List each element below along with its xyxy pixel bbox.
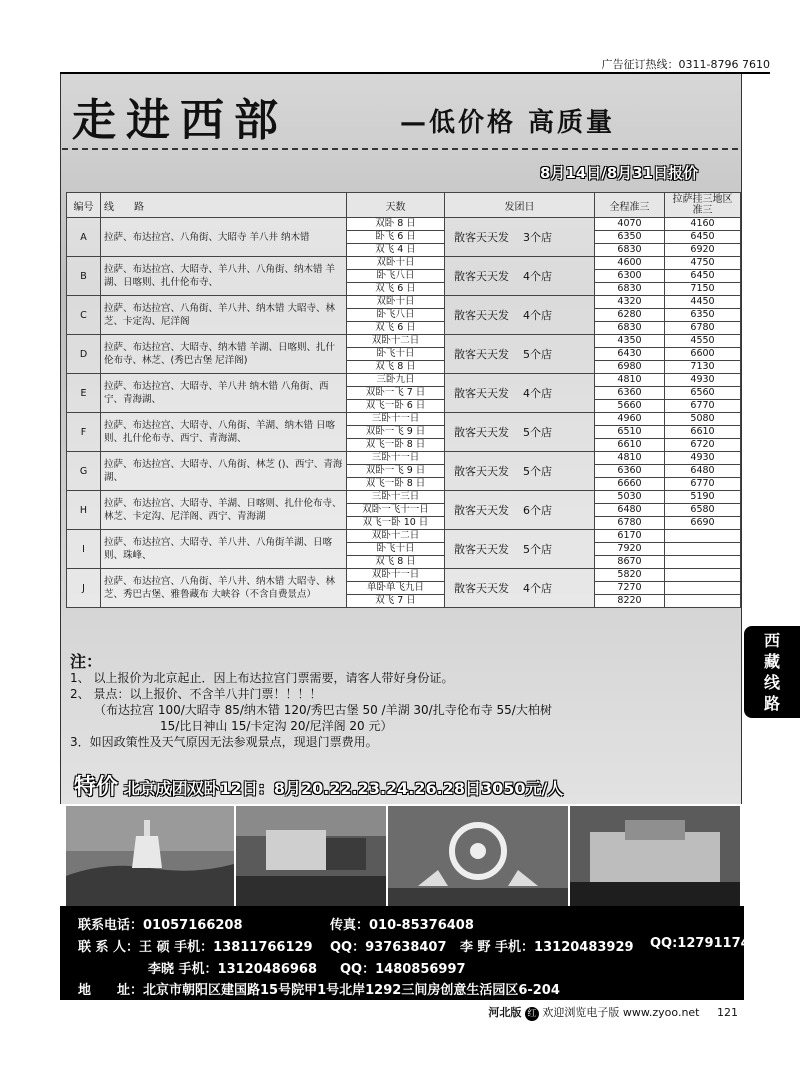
price-lhasa	[665, 556, 741, 569]
contact-address: 地 址：北京市朝阳区建国路15号院甲1号北岸1292三间房创意生活园区6-204	[78, 983, 560, 998]
price-lhasa: 5080	[665, 413, 741, 426]
departure-info	[445, 296, 595, 335]
price-lhasa: 6580	[665, 504, 741, 517]
page-title: 走进西部	[72, 95, 288, 146]
trip-days: 单卧单飞九日	[347, 582, 445, 595]
price-full: 8220	[595, 595, 665, 608]
price-full: 6660	[595, 478, 665, 491]
departure-schedule: 散客天天发	[454, 270, 509, 283]
route-code: H	[67, 491, 101, 530]
price-full: 8670	[595, 556, 665, 569]
price-lhasa: 6690	[665, 517, 741, 530]
special-offer-text: 北京成团双卧12日：8月20.22.23.24.26.28日3050元/人	[123, 779, 564, 798]
note-line-2: 2、 景点：以上报价、不含羊八井门票！！！！	[70, 687, 322, 701]
price-full: 4350	[595, 335, 665, 348]
trip-days: 双飞 6 日	[347, 322, 445, 335]
route-description: 拉萨、布达拉宫、大昭寺、羊八井、八角街、纳木错 羊湖、日喀则、扎什伦布寺、	[101, 257, 347, 296]
price-full: 6510	[595, 426, 665, 439]
price-lhasa: 6720	[665, 439, 741, 452]
page-subtitle: —低价格 高质量	[400, 108, 616, 138]
trip-days: 双卧十二日	[347, 335, 445, 348]
price-lhasa: 4160	[665, 218, 741, 231]
shop-count: 6个店	[523, 504, 552, 517]
price-lhasa	[665, 543, 741, 556]
departure-schedule: 散客天天发	[454, 309, 509, 322]
trip-days: 双卧十日	[347, 257, 445, 270]
col-header-lhasa-price: 拉萨挂三地区准三	[665, 193, 741, 218]
price-full: 6300	[595, 270, 665, 283]
trip-days: 三卧十一日	[347, 413, 445, 426]
trip-days: 三卧九日	[347, 374, 445, 387]
departure-info	[445, 374, 595, 413]
special-offer	[74, 770, 563, 801]
trip-days: 双飞 7 日	[347, 595, 445, 608]
trip-days: 双飞 6 日	[347, 283, 445, 296]
table-row	[67, 257, 741, 270]
quote-date-badge: 8月14日/8月31日报价	[540, 164, 699, 182]
trip-days: 卧飞十日	[347, 348, 445, 361]
route-code: E	[67, 374, 101, 413]
trip-days: 双飞 4 日	[347, 244, 445, 257]
col-header-code: 编号	[67, 193, 101, 218]
trip-days: 双卧 8 日	[347, 218, 445, 231]
shop-count: 4个店	[523, 387, 552, 400]
departure-schedule: 散客天天发	[454, 348, 509, 361]
side-tab-char-3: 线	[763, 673, 780, 692]
contact-qq-3: QQ：1480856997	[340, 962, 466, 977]
table-row	[67, 452, 741, 465]
trip-days: 双卧十日	[347, 296, 445, 309]
departure-info	[445, 491, 595, 530]
price-lhasa	[665, 569, 741, 582]
departure-info	[445, 530, 595, 569]
side-tab-char-4: 路	[763, 694, 780, 713]
price-full: 6610	[595, 439, 665, 452]
price-full: 6480	[595, 504, 665, 517]
trip-days: 双卧一飞 7 日	[347, 387, 445, 400]
route-code: J	[67, 569, 101, 608]
contact-person-2: 李 野 手机：13120483929	[460, 940, 634, 955]
price-full: 6830	[595, 283, 665, 296]
route-code: A	[67, 218, 101, 257]
side-tab-char-2: 藏	[763, 652, 780, 671]
edition-badge: 红	[525, 1007, 539, 1021]
price-lhasa	[665, 530, 741, 543]
departure-schedule: 散客天天发	[454, 504, 509, 517]
price-lhasa: 4930	[665, 452, 741, 465]
col-header-days: 天数	[347, 193, 445, 218]
price-full: 6350	[595, 231, 665, 244]
route-code: B	[67, 257, 101, 296]
price-lhasa: 7150	[665, 283, 741, 296]
trip-days: 双飞 8 日	[347, 556, 445, 569]
table-row	[67, 530, 741, 543]
price-full: 4320	[595, 296, 665, 309]
shop-count: 3个店	[523, 231, 552, 244]
note-line-3: （布达拉宫 100/大昭寺 85/纳木错 120/秀巴古堡 50 /羊湖 30/扎寺伦布寺 55/大柏树	[94, 703, 552, 717]
price-lhasa	[665, 582, 741, 595]
price-lhasa: 6450	[665, 231, 741, 244]
price-full: 4600	[595, 257, 665, 270]
price-full: 6430	[595, 348, 665, 361]
price-full: 5820	[595, 569, 665, 582]
photo-stupa	[66, 806, 234, 906]
price-full: 7920	[595, 543, 665, 556]
photo-potala-palace	[236, 806, 386, 906]
price-full: 4810	[595, 452, 665, 465]
trip-days: 双飞一卧 6 日	[347, 400, 445, 413]
price-lhasa: 6480	[665, 465, 741, 478]
price-full: 4810	[595, 374, 665, 387]
route-description: 拉萨、布达拉宫、大昭寺、八角街、林芝 ()、西宁、青海湖、	[101, 452, 347, 491]
route-code: F	[67, 413, 101, 452]
price-full: 6360	[595, 465, 665, 478]
price-lhasa: 6600	[665, 348, 741, 361]
route-description: 拉萨、布达拉宫、大昭寺、羊八井 纳木错 八角街、西宁、青海湖、	[101, 374, 347, 413]
page-number: 121	[717, 1006, 738, 1019]
price-lhasa: 6350	[665, 309, 741, 322]
shop-count: 4个店	[523, 270, 552, 283]
shop-count: 5个店	[523, 543, 552, 556]
price-lhasa: 6450	[665, 270, 741, 283]
contact-block	[60, 906, 768, 1000]
contact-qq-2: QQ:1279117447	[650, 936, 768, 951]
note-line-5: 3．如因政策性及天气原因无法参观景点，现退门票费用。	[70, 735, 378, 749]
route-description: 拉萨、布达拉宫、八角街、羊八井、纳木错 大昭寺、林芝、卡定沟、尼洋阁	[101, 296, 347, 335]
route-code: C	[67, 296, 101, 335]
route-description: 拉萨、布达拉宫、大昭寺、纳木错 羊湖、日喀则、扎什伦布寺、林芝、(秀巴古堡 尼洋阁)	[101, 335, 347, 374]
contact-qq-1: QQ：937638407	[330, 940, 447, 955]
notes-heading: 注：	[70, 652, 103, 671]
price-lhasa: 4550	[665, 335, 741, 348]
trip-days: 双飞一卧 10 日	[347, 517, 445, 530]
edition-label: 河北版	[488, 1006, 522, 1019]
trip-days: 卧飞八日	[347, 270, 445, 283]
table-row	[67, 296, 741, 309]
col-header-route: 线 路	[101, 193, 347, 218]
shop-count: 4个店	[523, 582, 552, 595]
price-lhasa: 6920	[665, 244, 741, 257]
departure-info	[445, 452, 595, 491]
contact-person-3: 李晓 手机：13120486968	[148, 962, 318, 977]
route-code: D	[67, 335, 101, 374]
table-row	[67, 374, 741, 387]
price-lhasa: 6560	[665, 387, 741, 400]
trip-days: 卧飞十日	[347, 543, 445, 556]
price-lhasa: 4750	[665, 257, 741, 270]
departure-info	[445, 257, 595, 296]
price-full: 6360	[595, 387, 665, 400]
notes-section	[70, 654, 730, 750]
price-full: 6280	[595, 309, 665, 322]
special-offer-label: 特价	[74, 775, 119, 800]
note-line-1: 1、 以上报价为北京起止．因上布达拉宫门票需要，请客人带好身份证。	[70, 671, 454, 685]
browse-link[interactable]: 欢迎浏览电子版 www.zyoo.net	[542, 1006, 700, 1019]
departure-schedule: 散客天天发	[454, 543, 509, 556]
departure-schedule: 散客天天发	[454, 231, 509, 244]
table-row	[67, 335, 741, 348]
price-lhasa: 6770	[665, 400, 741, 413]
trip-days: 双卧十二日	[347, 530, 445, 543]
route-code: I	[67, 530, 101, 569]
page-footer	[488, 1004, 738, 1021]
price-full: 6980	[595, 361, 665, 374]
route-description: 拉萨、布达拉宫、大昭寺、八角街、羊湖、纳木错 日喀则、扎什伦布寺、西宁、青海湖、	[101, 413, 347, 452]
trip-days: 双卧十一日	[347, 569, 445, 582]
departure-info	[445, 413, 595, 452]
price-lhasa: 6610	[665, 426, 741, 439]
col-header-full-price: 全程准三	[595, 193, 665, 218]
price-lhasa	[665, 595, 741, 608]
table-header-row	[67, 193, 741, 218]
shop-count: 5个店	[523, 465, 552, 478]
price-lhasa: 5190	[665, 491, 741, 504]
note-line-4: 15/比日神山 15/卡定沟 20/尼洋阁 20 元）	[160, 719, 393, 733]
side-tab-tibet-routes	[744, 626, 800, 718]
trip-days: 双卧一飞 9 日	[347, 426, 445, 439]
departure-schedule: 散客天天发	[454, 426, 509, 439]
price-lhasa: 6780	[665, 322, 741, 335]
price-full: 5660	[595, 400, 665, 413]
photo-potala-night	[570, 806, 740, 906]
departure-schedule: 散客天天发	[454, 387, 509, 400]
side-tab-char-1: 西	[763, 631, 780, 650]
route-description: 拉萨、布达拉宫、大昭寺、羊八井、八角街羊湖、日喀则、珠峰、	[101, 530, 347, 569]
table-row	[67, 218, 741, 231]
shop-count: 4个店	[523, 309, 552, 322]
trip-days: 三卧十三日	[347, 491, 445, 504]
trip-days: 双卧一飞 9 日	[347, 465, 445, 478]
departure-schedule: 散客天天发	[454, 465, 509, 478]
route-description: 拉萨、布达拉宫、八角街、大昭寺 羊八井 纳木错	[101, 218, 347, 257]
departure-info	[445, 218, 595, 257]
price-lhasa: 4450	[665, 296, 741, 309]
trip-days: 双飞一卧 8 日	[347, 439, 445, 452]
col-header-departure: 发团日	[445, 193, 595, 218]
table-row	[67, 491, 741, 504]
route-description: 拉萨、布达拉宫、八角街、羊八井、纳木错 大昭寺、林芝、秀巴古堡、雅鲁藏布 大峡谷（不含自费景点）	[101, 569, 347, 608]
price-table	[66, 192, 741, 608]
trip-days: 双卧一飞十一日	[347, 504, 445, 517]
photo-strip	[66, 806, 740, 906]
departure-info	[445, 569, 595, 608]
price-full: 6780	[595, 517, 665, 530]
departure-info	[445, 335, 595, 374]
table-row	[67, 569, 741, 582]
price-full: 4070	[595, 218, 665, 231]
price-full: 4960	[595, 413, 665, 426]
price-full: 6830	[595, 244, 665, 257]
trip-days: 双飞 8 日	[347, 361, 445, 374]
route-code: G	[67, 452, 101, 491]
contact-phone: 联系电话：01057166208	[78, 918, 243, 933]
title-divider	[62, 148, 738, 150]
trip-days: 三卧十一日	[347, 452, 445, 465]
price-lhasa: 7130	[665, 361, 741, 374]
contact-person-1: 联 系 人：王 硕 手机：13811766129	[78, 940, 313, 955]
contact-fax: 传真：010-85376408	[330, 918, 474, 933]
departure-schedule: 散客天天发	[454, 582, 509, 595]
ad-hotline: 广告征订热线：0311-8796 7610	[601, 58, 770, 71]
price-lhasa: 6770	[665, 478, 741, 491]
shop-count: 5个店	[523, 426, 552, 439]
shop-count: 5个店	[523, 348, 552, 361]
route-description: 拉萨、布达拉宫、大昭寺、羊湖、日喀则、扎什伦布寺、林芝、卡定沟、尼洋阁、西宁、青海湖	[101, 491, 347, 530]
trip-days: 双飞一卧 8 日	[347, 478, 445, 491]
price-full: 7270	[595, 582, 665, 595]
photo-dharma-wheel	[388, 806, 568, 906]
table-row	[67, 413, 741, 426]
trip-days: 卧飞八日	[347, 309, 445, 322]
price-full: 5030	[595, 491, 665, 504]
price-full: 6170	[595, 530, 665, 543]
price-full: 6830	[595, 322, 665, 335]
price-lhasa: 4930	[665, 374, 741, 387]
trip-days: 卧飞 6 日	[347, 231, 445, 244]
